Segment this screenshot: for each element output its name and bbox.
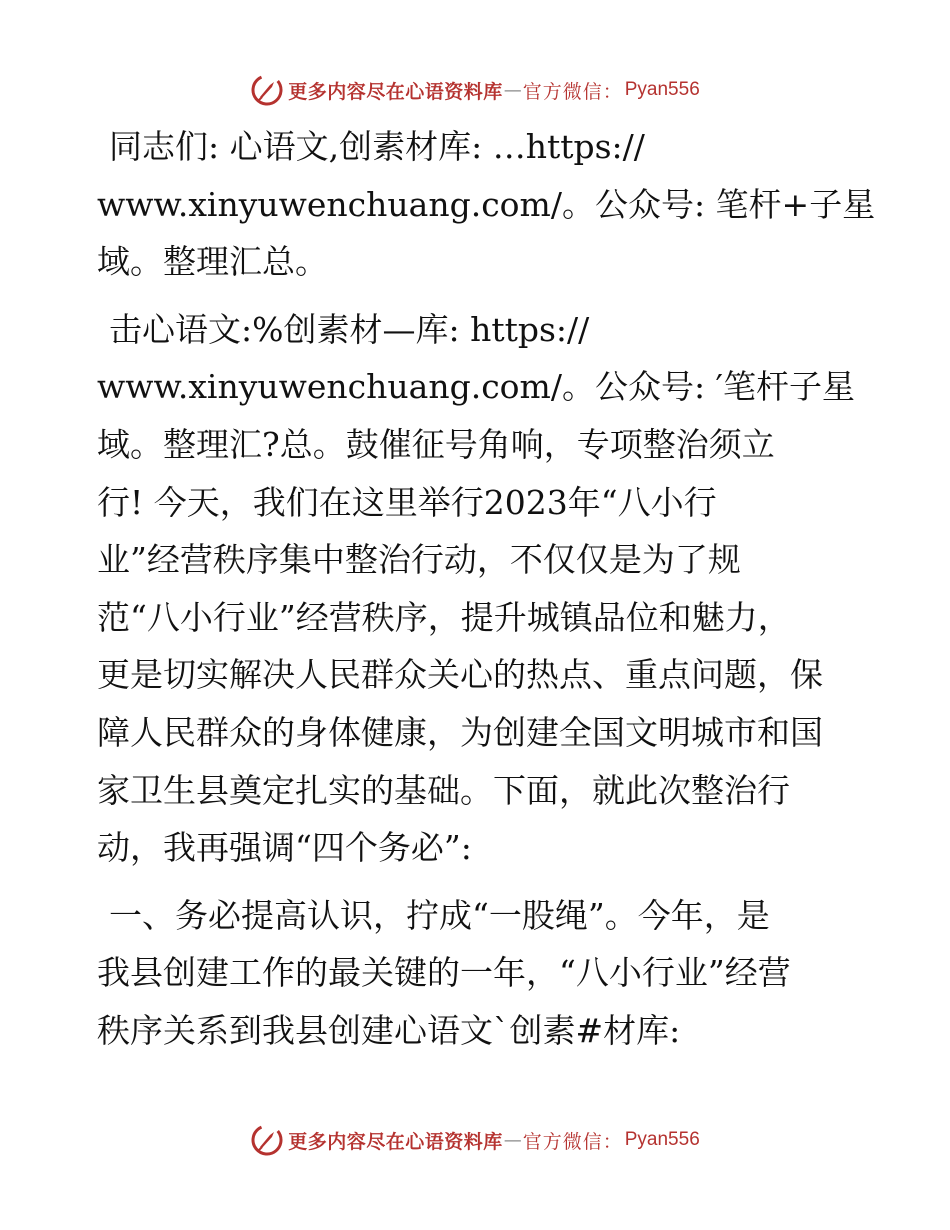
text-line: www.xinyuwenchuang.com/。公众号: 笔杆+子星 — [97, 184, 876, 224]
text-line: 一、务必提高认识，拧成“一股绳”。今年，是 — [109, 895, 770, 935]
quill-pen-logo-icon — [250, 73, 284, 107]
text-line: www.xinyuwenchuang.com/。公众号: ′笔杆子星 — [97, 367, 856, 407]
text-line: 击心语文:%创素材—库: https:// — [109, 309, 590, 349]
footer-watermark — [0, 1120, 950, 1160]
watermark-site-text: 更多内容尽在心语资料库 — [288, 80, 503, 103]
text-line: 更是切实解决人民群众关心的热点、重点问题，保 — [97, 655, 823, 695]
text-line: 范“八小行业”经营秩序，提升城镇品位和魅力， — [97, 597, 791, 637]
watermark-wechat-label: 官方微信： — [522, 80, 623, 103]
text-line: 我县创建工作的最关键的一年，“八小行业”经营 — [97, 953, 791, 993]
text-line: 同志们: 心语文,创素材库: …https:// — [109, 127, 645, 166]
watermark-separator: — — [503, 79, 522, 101]
paragraph-3 — [97, 887, 857, 1060]
text-line: 业”经营秩序集中整治行动，不仅仅是为了规 — [97, 540, 741, 580]
text-line: 域。整理汇?总。鼓催征号角响，专项整治须立 — [97, 424, 775, 464]
text-line: 行! 今天，我们在这里举行2023年“八小行 — [97, 482, 717, 522]
paragraph-1 — [97, 118, 876, 291]
watermark-wechat-label: 官方微信： — [522, 1130, 623, 1153]
text-line: 动，我再强调“四个务必”: — [97, 828, 472, 868]
watermark-wechat-id: Pyan556 — [624, 1129, 700, 1150]
watermark-site-text: 更多内容尽在心语资料库 — [288, 1130, 503, 1153]
quill-pen-logo-icon — [250, 1123, 284, 1157]
text-line: 家卫生县奠定扎实的基础。下面，就此次整治行 — [97, 770, 790, 810]
text-line: 域。整理汇总。 — [97, 242, 328, 282]
watermark-separator: — — [503, 1129, 522, 1151]
paragraph-2 — [97, 301, 857, 877]
watermark-wechat-id: Pyan556 — [624, 79, 700, 100]
header-watermark — [0, 70, 950, 110]
document-body — [97, 118, 876, 1060]
text-line: 秩序关系到我县创建心语文`创素#材库: — [97, 1010, 681, 1050]
text-line: 障人民群众的身体健康，为创建全国文明城市和国 — [97, 712, 823, 752]
